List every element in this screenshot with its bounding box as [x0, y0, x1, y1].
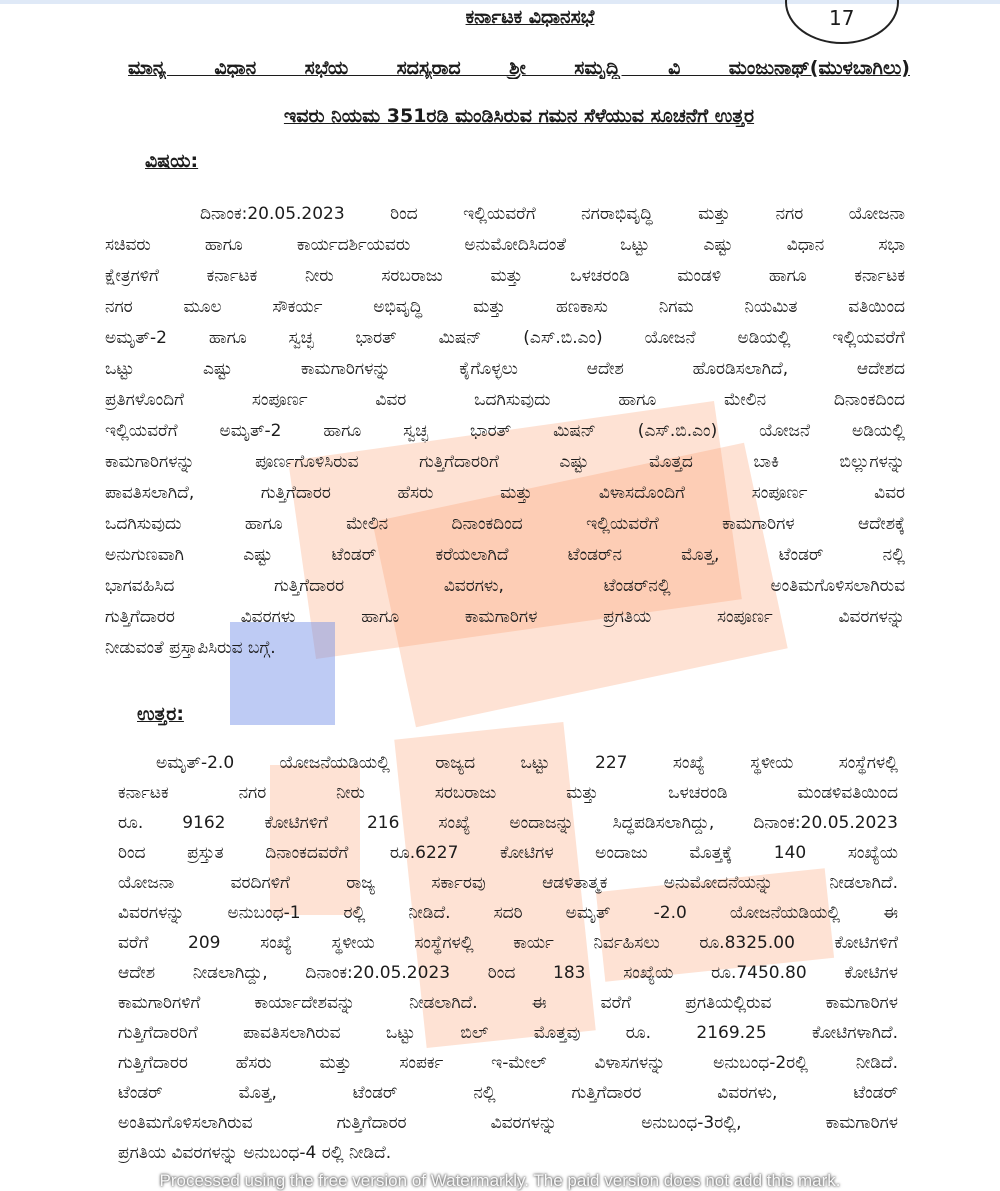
- answer-line: ರೂ. 9162 ಕೋಟಿಗಳಿಗೆ 216 ಸಂಖ್ಯೆ ಅಂದಾಜನ್ನು ಸಿದ್ಧಪಡಿಸಲಾಗಿದ್ದು, ದಿನಾಂಕ:20.05.2023: [118, 813, 898, 833]
- answer-paragraph: [118, 748, 898, 1168]
- document-title: ಕರ್ನಾಟಕ ವಿಧಾನಸಭೆ: [465, 6, 595, 28]
- answer-line: ಕಾಮಗಾರಿಗಳಿಗೆ ಕಾರ್ಯಾದೇಶವನ್ನು ನೀಡಲಾಗಿದೆ. ಈ ವರೆಗೆ ಪ್ರಗತಿಯಲ್ಲಿರುವ ಕಾಮಗಾರಿಗಳ: [118, 993, 898, 1013]
- answer-line: ರಿಂದ ಪ್ರಸ್ತುತ ದಿನಾಂಕದವರೆಗೆ ರೂ.6227 ಕೋಟಿಗಳ ಅಂದಾಜು ಮೊತ್ತಕ್ಕೆ 140 ಸಂಖ್ಯೆಯ: [118, 843, 898, 863]
- subject-line: ದಿನಾಂಕ:20.05.2023 ರಿಂದ ಇಲ್ಲಿಯವರೆಗೆ ನಗರಾಭಿವೃದ್ಧಿ ಮತ್ತು ನಗರ ಯೋಜನಾ: [200, 204, 905, 224]
- answer-line: ಅಂತಿಮಗೊಳಿಸಲಾಗಿರುವ ಗುತ್ತಿಗೆದಾರರ ವಿವರಗಳನ್ನು ಅನುಬಂಧ-3ರಲ್ಲಿ, ಕಾಮಗಾರಿಗಳ: [118, 1113, 898, 1133]
- answer-line: ಗುತ್ತಿಗೆದಾರರಿಗೆ ಪಾವತಿಸಲಾಗಿರುವ ಒಟ್ಟು ಬಿಲ್ ಮೊತ್ತವು ರೂ. 2169.25 ಕೋಟಿಗಳಾಗಿದೆ.: [118, 1023, 898, 1043]
- answer-line: ಪ್ರಗತಿಯ ವಿವರಗಳನ್ನು ಅನುಬಂಧ-4 ರಲ್ಲಿ ನೀಡಿದೆ.: [118, 1143, 392, 1163]
- page-number-mark: 17: [829, 6, 855, 30]
- answer-label: ಉತ್ತರ:: [137, 703, 184, 725]
- subject-line: ಅನುಗುಣವಾಗಿ ಎಷ್ಟು ಟೆಂಡರ್ ಕರೆಯಲಾಗಿದೆ ಟೆಂಡರ್‌ನ ಮೊತ್ತ, ಟೆಂಡರ್ ನಲ್ಲಿ: [105, 545, 905, 565]
- subject-line: ಗುತ್ತಿಗೆದಾರರ ವಿವರಗಳು ಹಾಗೂ ಕಾಮಗಾರಿಗಳ ಪ್ರಗತಿಯ ಸಂಪೂರ್ಣ ವಿವರಗಳನ್ನು: [105, 607, 905, 627]
- answer-line: ಅಮೃತ್-2.0 ಯೋಜನೆಯಡಿಯಲ್ಲಿ ರಾಜ್ಯದ ಒಟ್ಟು 227 ಸಂಖ್ಯೆ ಸ್ಥಳೀಯ ಸಂಸ್ಥೆಗಳಲ್ಲಿ: [156, 753, 898, 773]
- subject-line: ಒಟ್ಟು ಎಷ್ಟು ಕಾಮಗಾರಿಗಳನ್ನು ಕೈಗೊಳ್ಳಲು ಆದೇಶ ಹೊರಡಿಸಲಾಗಿದೆ, ಆದೇಶದ: [105, 359, 905, 379]
- watermark-text: Processed using the free version of Watermarkly. The paid version does not add this mark.: [159, 1171, 841, 1190]
- subject-line: ಇಲ್ಲಿಯವರೆಗೆ ಅಮೃತ್-2 ಹಾಗೂ ಸ್ವಚ್ಛ ಭಾರತ್ ಮಿಷನ್ (ಎಸ್.ಬಿ.ಎಂ) ಯೋಜನೆ ಅಡಿಯಲ್ಲಿ: [105, 421, 905, 441]
- subject-line: ನಗರ ಮೂಲ ಸೌಕರ್ಯ ಅಭಿವೃದ್ಧಿ ಮತ್ತು ಹಣಕಾಸು ನಿಗಮ ನಿಯಮಿತ ವತಿಯಿಂದ: [105, 297, 905, 317]
- subject-line: ಪಾವತಿಸಲಾಗಿದೆ, ಗುತ್ತಿಗೆದಾರರ ಹೆಸರು ಮತ್ತು ವಿಳಾಸದೊಂದಿಗೆ ಸಂಪೂರ್ಣ ವಿವರ: [105, 483, 905, 503]
- answer-line: ಟೆಂಡರ್ ಮೊತ್ತ, ಟೆಂಡರ್ ನಲ್ಲಿ ಗುತ್ತಿಗೆದಾರರ ವಿವರಗಳು, ಟೆಂಡರ್: [118, 1083, 898, 1103]
- answer-line: ಕರ್ನಾಟಕ ನಗರ ನೀರು ಸರಬರಾಜು ಮತ್ತು ಒಳಚರಂಡಿ ಮಂಡಳಿವತಿಯಿಂದ: [118, 783, 898, 803]
- subject-paragraph: [105, 199, 905, 664]
- answer-line: ಯೋಜನಾ ವರದಿಗಳಿಗೆ ರಾಜ್ಯ ಸರ್ಕಾರವು ಆಡಳಿತಾತ್ಮಕ ಅನುಮೋದನೆಯನ್ನು ನೀಡಲಾಗಿದೆ.: [118, 873, 898, 893]
- subject-line: ಒದಗಿಸುವುದು ಹಾಗೂ ಮೇಲಿನ ದಿನಾಂಕದಿಂದ ಇಲ್ಲಿಯವರೆಗೆ ಕಾಮಗಾರಿಗಳ ಆದೇಶಕ್ಕೆ: [105, 514, 905, 534]
- subject-line: ಕ್ಷೇತ್ರಗಳಿಗೆ ಕರ್ನಾಟಕ ನೀರು ಸರಬರಾಜು ಮತ್ತು ಒಳಚರಂಡಿ ಮಂಡಳಿ ಹಾಗೂ ಕರ್ನಾಟಕ: [105, 266, 905, 286]
- subject-line: ನೀಡುವಂತೆ ಪ್ರಸ್ತಾಪಿಸಿರುವ ಬಗ್ಗೆ.: [105, 638, 276, 658]
- answer-line: ಗುತ್ತಿಗೆದಾರರ ಹೆಸರು ಮತ್ತು ಸಂಪರ್ಕ ಇ-ಮೇಲ್ ವಿಳಾಸಗಳನ್ನು ಅನುಬಂಧ-2ರಲ್ಲಿ ನೀಡಿದೆ.: [118, 1053, 898, 1073]
- heading-line-2: ಇವರು ನಿಯಮ 351ರಡಿ ಮಂಡಿಸಿರುವ ಗಮನ ಸೆಳೆಯುವ ಸೂಚನೆಗೆ ಉತ್ತರ: [283, 105, 755, 127]
- answer-line: ವರೆಗೆ 209 ಸಂಖ್ಯೆ ಸ್ಥಳೀಯ ಸಂಸ್ಥೆಗಳಲ್ಲಿ ಕಾರ್ಯ ನಿರ್ವಹಿಸಲು ರೂ.8325.00 ಕೋಟಿಗಳಿಗೆ: [118, 933, 898, 953]
- answer-line: ಆದೇಶ ನೀಡಲಾಗಿದ್ದು, ದಿನಾಂಕ:20.05.2023 ರಿಂದ 183 ಸಂಖ್ಯೆಯ ರೂ.7450.80 ಕೋಟಿಗಳ: [118, 963, 898, 983]
- subject-line: ಭಾಗವಹಿಸಿದ ಗುತ್ತಿಗೆದಾರರ ವಿವರಗಳು, ಟೆಂಡರ್‌ನಲ್ಲಿ ಅಂತಿಮಗೊಳಿಸಲಾಗಿರುವ: [105, 576, 905, 596]
- answer-line: ವಿವರಗಳನ್ನು ಅನುಬಂಧ-1 ರಲ್ಲಿ ನೀಡಿದೆ. ಸದರಿ ಅಮೃತ್ -2.0 ಯೋಜನೆಯಡಿಯಲ್ಲಿ ಈ: [118, 903, 898, 923]
- subject-label: ವಿಷಯ:: [145, 150, 199, 172]
- subject-line: ಕಾಮಗಾರಿಗಳನ್ನು ಪೂರ್ಣಗೊಳಿಸಿರುವ ಗುತ್ತಿಗೆದಾರರಿಗೆ ಎಷ್ಟು ಮೊತ್ತದ ಬಾಕಿ ಬಿಲ್ಲುಗಳನ್ನು: [105, 452, 905, 472]
- subject-line: ಪ್ರತಿಗಳೊಂದಿಗೆ ಸಂಪೂರ್ಣ ವಿವರ ಒದಗಿಸುವುದು ಹಾಗೂ ಮೇಲಿನ ದಿನಾಂಕದಿಂದ: [105, 390, 905, 410]
- subject-line: ಅಮೃತ್-2 ಹಾಗೂ ಸ್ವಚ್ಛ ಭಾರತ್ ಮಿಷನ್ (ಎಸ್.ಬಿ.ಎಂ) ಯೋಜನೆ ಅಡಿಯಲ್ಲಿ ಇಲ್ಲಿಯವರೆಗೆ: [105, 328, 905, 348]
- heading-line-1: ಮಾನ್ಯ ವಿಧಾನ ಸಭೆಯ ಸದಸ್ಯರಾದ ಶ್ರೀ ಸಮೃದ್ಧಿ ವಿ ಮಂಜುನಾಥ್(ಮುಳಬಾಗಿಲು): [128, 57, 910, 79]
- subject-line: ಸಚಿವರು ಹಾಗೂ ಕಾರ್ಯದರ್ಶಿಯವರು ಅನುಮೋದಿಸಿದಂತೆ ಒಟ್ಟು ಎಷ್ಟು ವಿಧಾನ ಸಭಾ: [105, 235, 905, 255]
